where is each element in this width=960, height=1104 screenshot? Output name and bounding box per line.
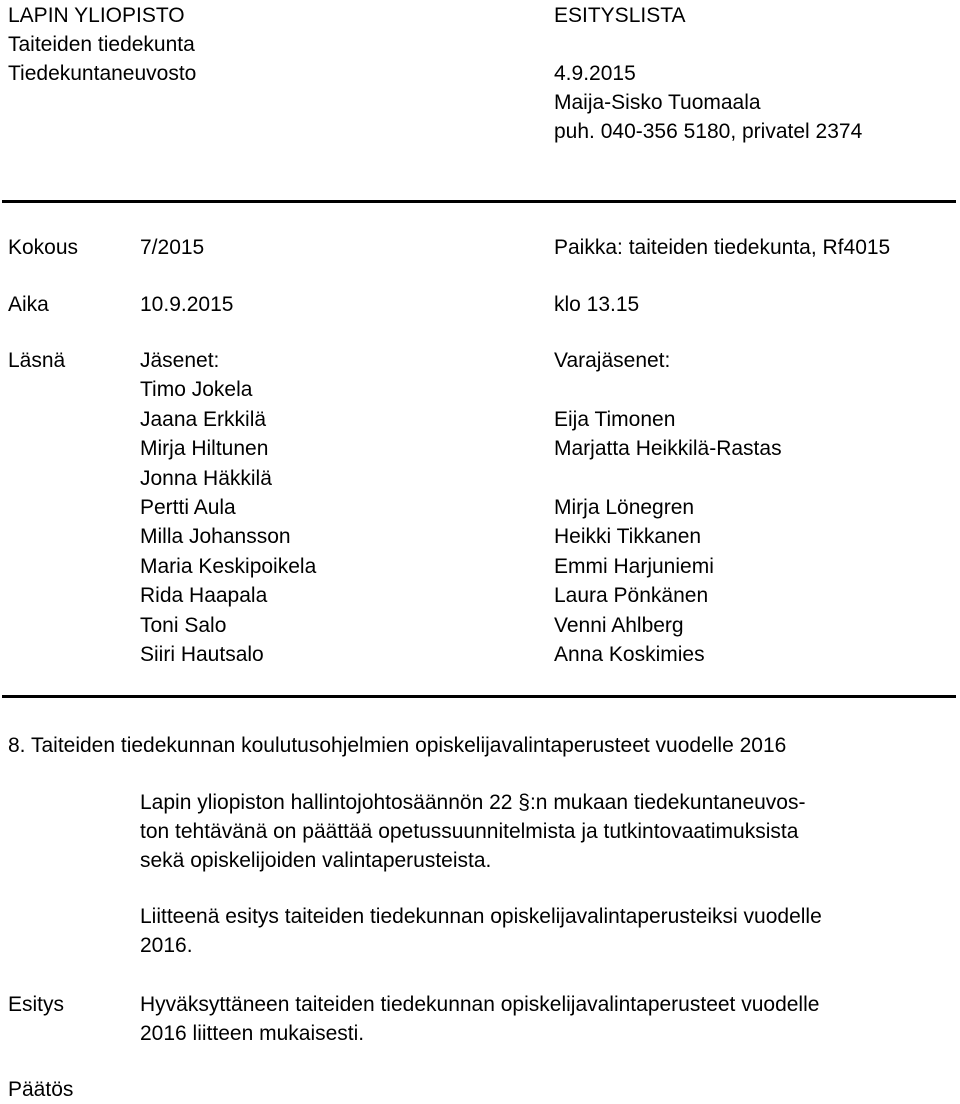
document-date: 4.9.2015 [554,62,636,85]
meeting-time: klo 13.15 [554,293,640,316]
paragraph-line: sekä opiskelijoiden valintaperusteista. [140,849,492,872]
members-header: Jäsenet: [140,349,220,372]
kokous-label: Kokous [8,236,79,259]
author-name: Maija-Sisko Tuomaala [554,91,761,114]
deputies-header: Varajäsenet: [554,349,671,372]
member-name: Toni Salo [140,613,227,637]
council-name: Tiedekuntaneuvosto [8,62,197,85]
deputy-name: Heikki Tikkanen [554,525,702,549]
meeting-place: Paikka: taiteiden tiedekunta, Rf4015 [554,236,891,259]
member-name: Timo Jokela [140,378,253,402]
member-name: Rida Haapala [140,584,268,608]
members-list [140,346,316,669]
attendance-divider [2,695,956,698]
aika-value: 10.9.2015 [140,293,234,316]
agenda-item-title: 8. Taiteiden tiedekunnan koulutusohjelmien opiskelijavalintaperusteet vuodelle 2016 [8,734,787,757]
aika-label: Aika [8,293,49,316]
deputy-name: Anna Koskimies [554,642,705,666]
deputies-list [554,346,782,669]
member-name: Siiri Hautsalo [140,642,264,666]
deputy-name [554,375,782,404]
paragraph-line: 2016 liitteen mukaisesti. [140,1022,365,1045]
deputy-name: Marjatta Heikkilä-Rastas [554,437,782,461]
faculty-name: Taiteiden tiedekunta [8,33,195,56]
deputy-name: Emmi Harjuniemi [554,554,714,578]
paragraph-line: Lapin yliopiston hallintojohtosäännön 22 §:n mukaan tiedekuntaneuvos- [140,791,806,814]
member-name: Milla Johansson [140,525,291,549]
kokous-value: 7/2015 [140,236,205,259]
document-type: ESITYSLISTA [554,4,686,27]
member-name: Maria Keskipoikela [140,554,317,578]
member-name: Pertti Aula [140,495,236,519]
paragraph-line: ton tehtävänä on päättää opetussuunnitelmista ja tutkintovaatimuksista [140,820,799,843]
paragraph-line: Hyväksyttäneen taiteiden tiedekunnan opiskelijavalintaperusteet vuodelle [140,993,820,1016]
deputy-name: Laura Pönkänen [554,584,709,608]
member-name: Jaana Erkkilä [140,407,267,431]
header-divider [2,200,956,203]
esitys-label: Esitys [8,993,65,1016]
deputy-name: Venni Ahlberg [554,613,684,637]
member-name: Mirja Hiltunen [140,437,269,461]
deputy-name: Mirja Lönegren [554,495,695,519]
member-name: Jonna Häkkilä [140,466,272,490]
item-paragraph-2 [140,902,952,960]
deputy-name: Eija Timonen [554,407,676,431]
lasna-label: Läsnä [8,349,66,372]
item-paragraph-1 [140,788,952,875]
university-name: LAPIN YLIOPISTO [8,4,185,27]
paragraph-line: 2016. [140,934,193,957]
paatos-label: Päätös [8,1078,74,1101]
deputy-name [554,464,782,493]
esitys-text [140,990,952,1048]
author-phone: puh. 040-356 5180, privatel 2374 [554,120,863,143]
paragraph-line: Liitteenä esitys taiteiden tiedekunnan opiskelijavalintaperusteiksi vuodelle [140,905,822,928]
